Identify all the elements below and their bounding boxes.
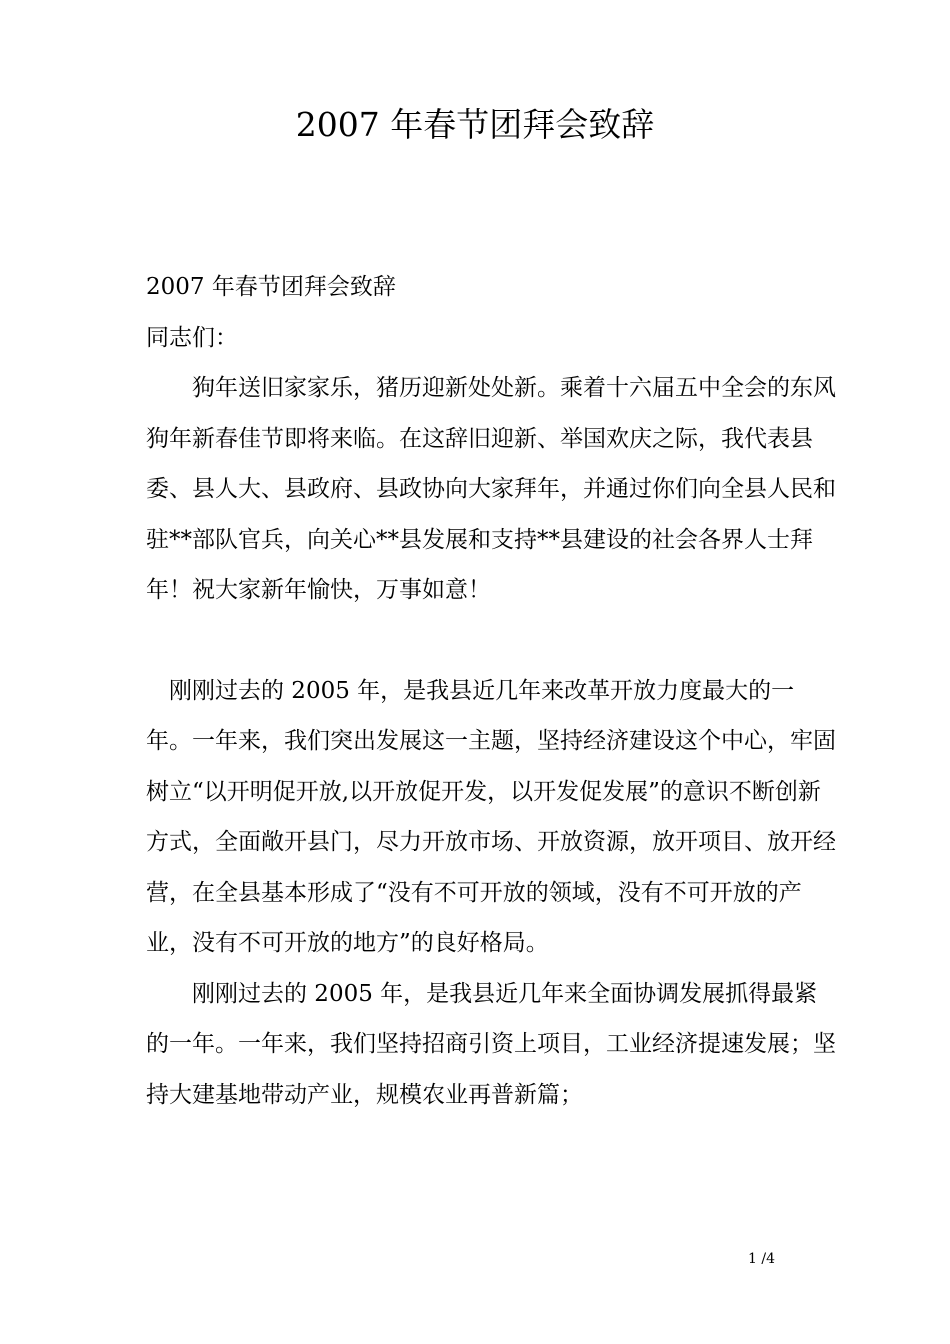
page-number: 1 /4 <box>748 1251 775 1267</box>
document-body <box>146 262 836 1120</box>
paragraph-development: 刚刚过去的 2005 年，是我县近几年来全面协调发展抓得最紧的一年。一年来，我们坚持招商引资上项目，工业经济提速发展；坚持大建基地带动产业，规模农业再普新篇； <box>146 980 836 1108</box>
document-title: 2007 年春节团拜会致辞 <box>295 105 655 144</box>
salutation: 同志们： <box>146 324 238 351</box>
body-heading: 2007 年春节团拜会致辞 <box>146 274 396 300</box>
paragraph-spacer <box>146 616 836 666</box>
paragraph-greeting: 狗年送旧家家乐，猪历迎新处处新。乘着十六届五中全会的东风狗年新春佳节即将来临。在这辞旧迎新、举国欢庆之际，我代表县委、县人大、县政府、县政协向大家拜年，并通过你们向全县人民和驻**部队官兵，向关心**县发展和支持**县建设的社会各界人士拜年！祝大家新年愉快，万事如意！ <box>146 375 836 603</box>
paragraph-reform: 刚刚过去的 2005 年，是我县近几年来改革开放力度最大的一年。一年来，我们突出发展这一主题，坚持经济建设这个中心，牢固树立“以开明促开放,以开放促开发，以开发促发展”的意识不断创新方式，全面敞开县门，尽力开放市场、开放资源，放开项目、放开经营，在全县基本形成了“没有不可开放的领域，没有不可开放的产业，没有不可开放的地方”的良好格局。 <box>146 677 836 956</box>
